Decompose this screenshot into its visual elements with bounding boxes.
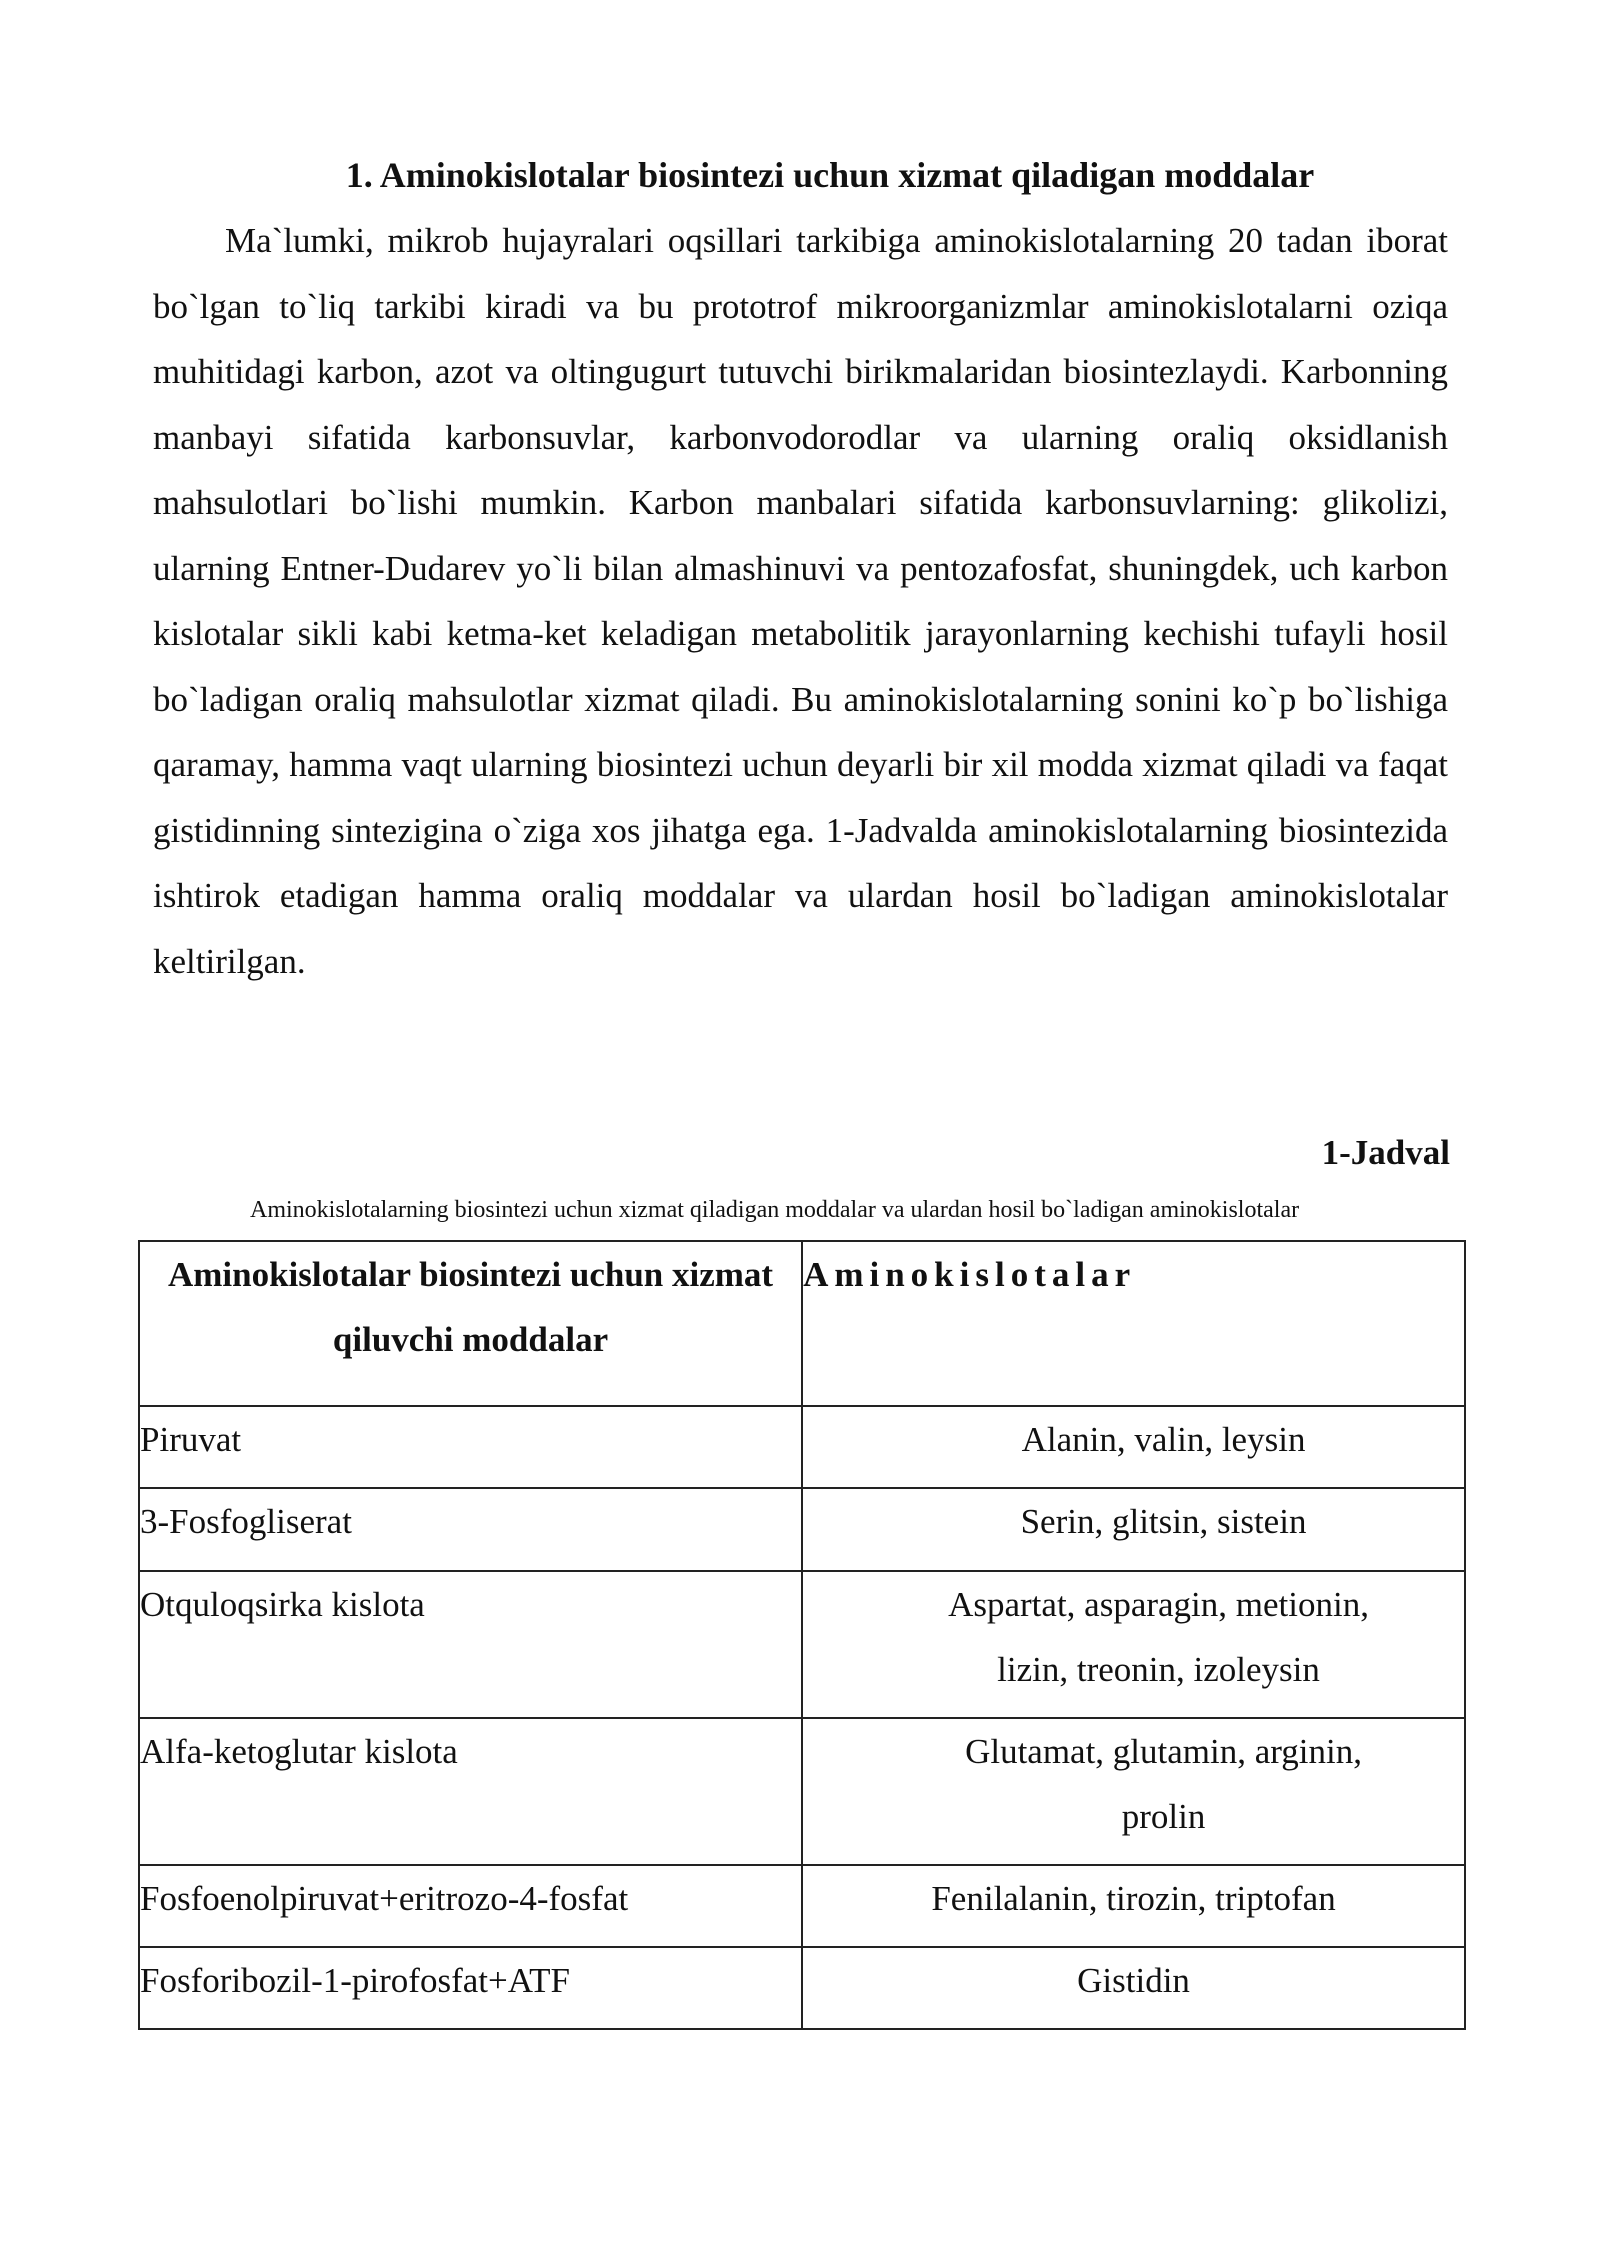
table-label: 1-Jadval xyxy=(1321,1133,1450,1172)
cell-substance: Piruvat xyxy=(139,1406,802,1488)
table-row xyxy=(139,1406,1465,1488)
cell-substance: Otquloqsirka kislota xyxy=(139,1571,802,1718)
cell-substance: Alfa-ketoglutar kislota xyxy=(139,1718,802,1865)
table-row xyxy=(139,1571,1465,1718)
cell-amino-acids xyxy=(802,1488,1465,1571)
cell-amino-acids xyxy=(802,1718,1465,1865)
table-header-row xyxy=(139,1241,1465,1406)
table-row xyxy=(139,1947,1465,2029)
cell-amino-acids-text: Alanin, valin, leysin xyxy=(1021,1420,1306,1459)
cell-amino-acids xyxy=(802,1947,1465,2029)
cell-amino-acids-text: Gistidin xyxy=(1077,1961,1190,2000)
cell-substance: 3-Fosfogliserat xyxy=(139,1488,802,1571)
cell-amino-acids xyxy=(802,1406,1465,1488)
section-heading-text: 1. Aminokislotalar biosintezi uchun xizmat qiladigan moddalar xyxy=(345,155,1315,195)
cell-amino-acids xyxy=(802,1571,1465,1718)
cell-amino-acids-text: Aspartat, asparagin, metionin, lizin, treonin, izoleysin xyxy=(948,1585,1369,1689)
amino-acid-table xyxy=(138,1240,1466,2030)
cell-substance: Fosfoenolpiruvat+eritrozo-4-fosfat xyxy=(139,1865,802,1947)
cell-amino-acids xyxy=(802,1865,1465,1947)
table-row xyxy=(139,1718,1465,1865)
header-substances: Aminokislotalar biosintezi uchun xizmat qiluvchi moddalar xyxy=(139,1241,802,1406)
header-amino-acids: Aminokislotalar xyxy=(802,1241,1465,1406)
cell-substance: Fosforibozil-1-pirofosfat+ATF xyxy=(139,1947,802,2029)
cell-amino-acids-text: Glutamat, glutamin, arginin, prolin xyxy=(965,1732,1362,1836)
body-paragraph: Ma`lumki, mikrob hujayralari oqsillari tarkibiga aminokislotalarning 20 tadan iborat bo`lgan to`liq tarkibi kiradi va bu prototrof mikroorganizmlar aminokislotalarni oziqa muhitidagi karbon, azot va oltingugurt tutuvchi birikmalaridan biosintezlaydi. Karbonning manbayi sifatida karbonsuvlar, karbonvodorodlar va ularning oraliq oksidlanish mahsulotlari bo`lishi mumkin. Karbon manbalari sifatida karbonsuvlarning: glikolizi, ularning Entner-Dudarev yo`li bilan almashinuvi va pentozafosfat, shuningdek, uch karbon kislotalar sikli kabi ketma-ket keladigan metabolitik jarayonlarning kechishi tufayli hosil bo`ladigan oraliq mahsulotlar xizmat qiladi. Bu aminokislotalarning sonini ko`p bo`lishiga qaramay, hamma vaqt ularning biosintezi uchun deyarli bir xil modda xizmat qiladi va faqat gistidinning sintezigina o`ziga xos jihatga ega. 1-Jadvalda aminokislotalarning biosintezida ishtirok etadigan hamma oraliq moddalar va ulardan hosil bo`ladigan aminokislotalar keltirilgan. xyxy=(153,221,1448,981)
table-caption: Aminokislotalarning biosintezi uchun xizmat qiladigan moddalar va ulardan hosil bo`ladigan aminokislotalar xyxy=(250,1197,1300,1223)
section-heading xyxy=(150,150,1450,200)
table-row xyxy=(139,1865,1465,1947)
table-row xyxy=(139,1488,1465,1571)
cell-amino-acids-text: Serin, glitsin, sistein xyxy=(1020,1502,1307,1541)
cell-amino-acids-text: Fenilalanin, tirozin, triptofan xyxy=(931,1879,1336,1918)
